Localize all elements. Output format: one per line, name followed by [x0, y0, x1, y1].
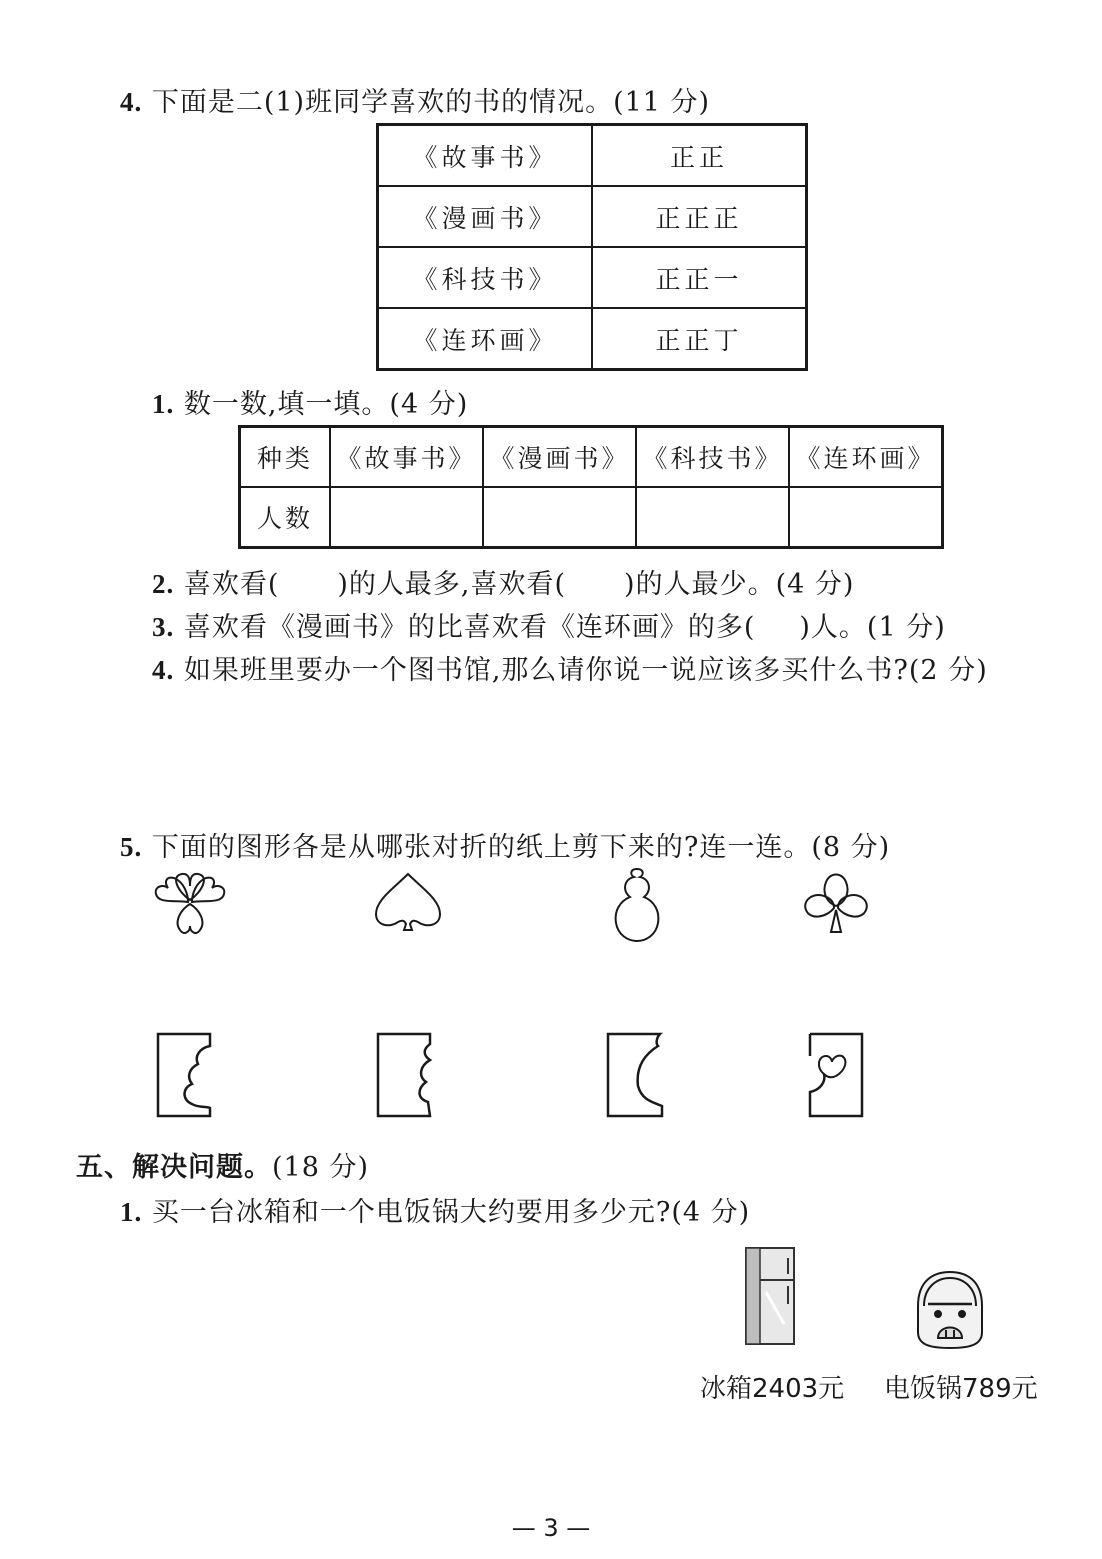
- answer-cell[interactable]: [330, 487, 483, 548]
- table-row: [240, 427, 943, 488]
- q5-heading: 5. 下面的图形各是从哪张对折的纸上剪下来的?连一连。(8 分): [120, 832, 891, 863]
- tally-table: [376, 123, 808, 371]
- section5-heading: 五、解决问题。(18 分): [76, 1152, 370, 1183]
- fill-row-label: 人数: [240, 487, 331, 548]
- section5-q1: 1. 买一台冰箱和一个电饭锅大约要用多少元?(4 分): [120, 1197, 751, 1228]
- tally-book: 《漫画书》: [378, 186, 593, 247]
- tally-mark: 正正: [592, 125, 807, 187]
- q4-heading: 4. 下面是二(1)班同学喜欢的书的情况。(11 分): [120, 87, 711, 118]
- rice-cooker-price: 电饭锅789元: [884, 1374, 1038, 1404]
- tally-book: 《故事书》: [378, 125, 593, 187]
- club-icon: [800, 866, 872, 940]
- fill-header-cell: 《漫画书》: [483, 427, 636, 488]
- q4-sub2: 2. 喜欢看( )的人最多,喜欢看( )的人最少。(4 分): [152, 569, 855, 600]
- count-fill-table: [238, 425, 944, 549]
- fill-header-cell: 种类: [240, 427, 331, 488]
- spade-icon: [370, 870, 446, 934]
- folded-paper-clover-cut-icon[interactable]: [154, 1030, 218, 1120]
- rice-cooker-icon: [908, 1266, 992, 1352]
- tally-mark: 正正丁: [592, 308, 807, 370]
- fridge-icon: [740, 1244, 802, 1350]
- tally-book: 《科技书》: [378, 247, 593, 308]
- folded-paper-heart-cut-icon[interactable]: [806, 1030, 870, 1120]
- answer-cell[interactable]: [636, 487, 789, 548]
- table-row: [240, 487, 943, 548]
- fridge-price: 冰箱2403元: [700, 1374, 845, 1404]
- page-number: — 3 —: [511, 1514, 591, 1542]
- tally-book: 《连环画》: [378, 308, 593, 370]
- three-heart-clover-icon: [150, 870, 230, 940]
- answer-cell[interactable]: [483, 487, 636, 548]
- fill-header-cell: 《连环画》: [789, 427, 943, 488]
- q4-sub4: 4. 如果班里要办一个图书馆,那么请你说一说应该多买什么书?(2 分): [152, 655, 988, 686]
- fill-header-cell: 《故事书》: [330, 427, 483, 488]
- table-row: [378, 125, 807, 187]
- table-row: [378, 247, 807, 308]
- q4-sub3: 3. 喜欢看《漫画书》的比喜欢看《连环画》的多( )人。(1 分): [152, 612, 946, 643]
- gourd-icon: [606, 865, 668, 943]
- tally-mark: 正正一: [592, 247, 807, 308]
- folded-paper-spade-cut-icon[interactable]: [374, 1030, 438, 1120]
- folded-paper-gourd-cut-icon[interactable]: [604, 1030, 668, 1120]
- table-row: [378, 186, 807, 247]
- fill-header-cell: 《科技书》: [636, 427, 789, 488]
- answer-cell[interactable]: [789, 487, 943, 548]
- table-row: [378, 308, 807, 370]
- tally-mark: 正正正: [592, 186, 807, 247]
- q4-sub1: 1. 数一数,填一填。(4 分): [152, 389, 469, 420]
